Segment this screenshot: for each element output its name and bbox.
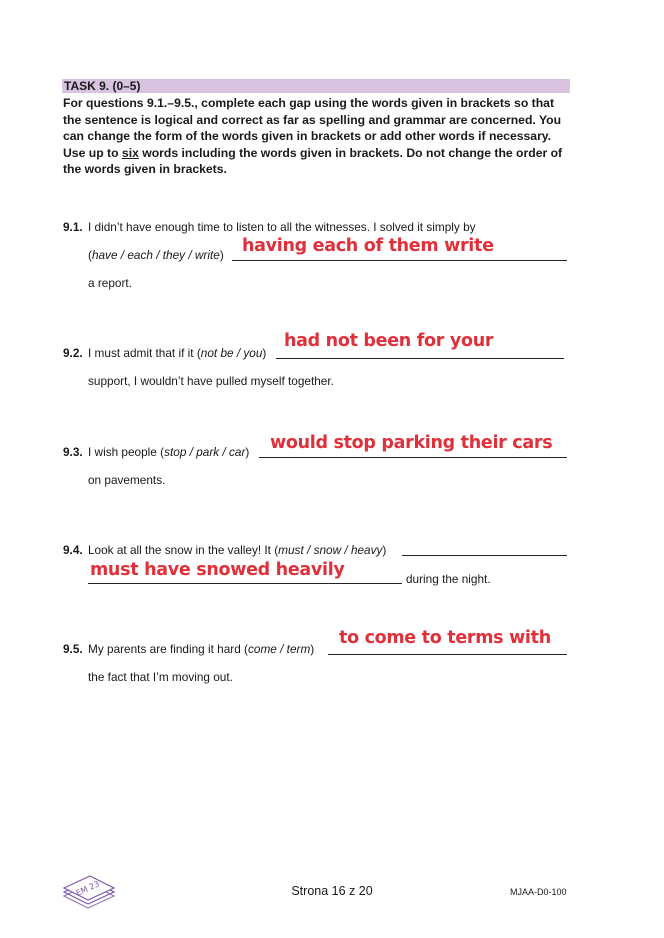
task-instructions [63, 95, 571, 178]
question-9-3-lead: I wish people ( [88, 445, 165, 459]
prompt-words: not be / you [200, 346, 263, 360]
question-9-5-lead: My parents are finding it hard ( [88, 642, 248, 656]
prompt-close: ) [245, 445, 250, 459]
prompt-close: ) [382, 543, 387, 557]
question-number-9-3: 9.3. [63, 445, 83, 459]
question-9-5-text [88, 642, 314, 656]
prompt-words: come / term [248, 642, 311, 656]
instructions-part-2: words including the words given in brackets. Do not change the order of the words given in brackets. [63, 145, 563, 176]
answer-9-4: must have snowed heavily [90, 560, 345, 580]
instructions-part-1: For questions 9.1.–9.5., complete each gap using the words given in brackets so that the sentence is logical and correct as far as spelling and grammar are concerned. You can change the form of the words given in brackets or add other words if necessary. Use up to [63, 96, 562, 160]
task-header: TASK 9. (0–5) [62, 79, 570, 93]
prompt-close: ) [262, 346, 267, 360]
prompt-words: stop / park / car [164, 445, 246, 459]
prompt-words: must / snow / heavy [278, 543, 383, 557]
question-9-2-text [88, 346, 266, 360]
question-9-1-text: I didn’t have enough time to listen to all the witnesses. I solved it simply by [88, 220, 476, 234]
question-9-5-continuation: the fact that I’m moving out. [88, 670, 233, 684]
answer-9-3: would stop parking their cars [270, 433, 553, 453]
question-number-9-2: 9.2. [63, 346, 83, 360]
question-9-4-text [88, 543, 386, 557]
prompt-open: ( [88, 248, 92, 262]
prompt-close: ) [310, 642, 315, 656]
document-code: MJAA-D0-100 [510, 887, 567, 897]
logo-text: EM 23 [74, 879, 101, 898]
question-9-1-continuation: a report. [88, 276, 132, 290]
answer-9-2: had not been for your [284, 331, 494, 351]
question-9-3-text [88, 445, 249, 459]
answer-gap-9-5[interactable] [328, 654, 567, 655]
answer-gap-9-3[interactable] [259, 457, 567, 458]
answer-gap-9-2[interactable] [276, 358, 564, 359]
answer-9-5: to come to terms with [339, 628, 551, 648]
question-9-1-prompt [88, 248, 224, 262]
question-9-4-lead: Look at all the snow in the valley! It ( [88, 543, 279, 557]
question-9-4-continuation: during the night. [406, 572, 491, 586]
question-number-9-1: 9.1. [63, 220, 83, 234]
prompt-close: ) [219, 248, 224, 262]
prompt-words: have / each / they / write [91, 248, 220, 262]
answer-gap-9-4-b[interactable] [88, 583, 402, 584]
question-9-2-continuation: support, I wouldn’t have pulled myself together. [88, 374, 334, 388]
question-9-3-continuation: on pavements. [88, 473, 166, 487]
question-9-2-lead: I must admit that if it ( [88, 346, 201, 360]
question-number-9-4: 9.4. [63, 543, 83, 557]
answer-gap-9-4-a[interactable] [402, 555, 567, 556]
answer-gap-9-1[interactable] [232, 260, 567, 261]
page-number: Strona 16 z 20 [291, 884, 373, 898]
answer-9-1: having each of them write [242, 236, 494, 256]
instructions-six: six [121, 145, 139, 160]
question-number-9-5: 9.5. [63, 642, 83, 656]
